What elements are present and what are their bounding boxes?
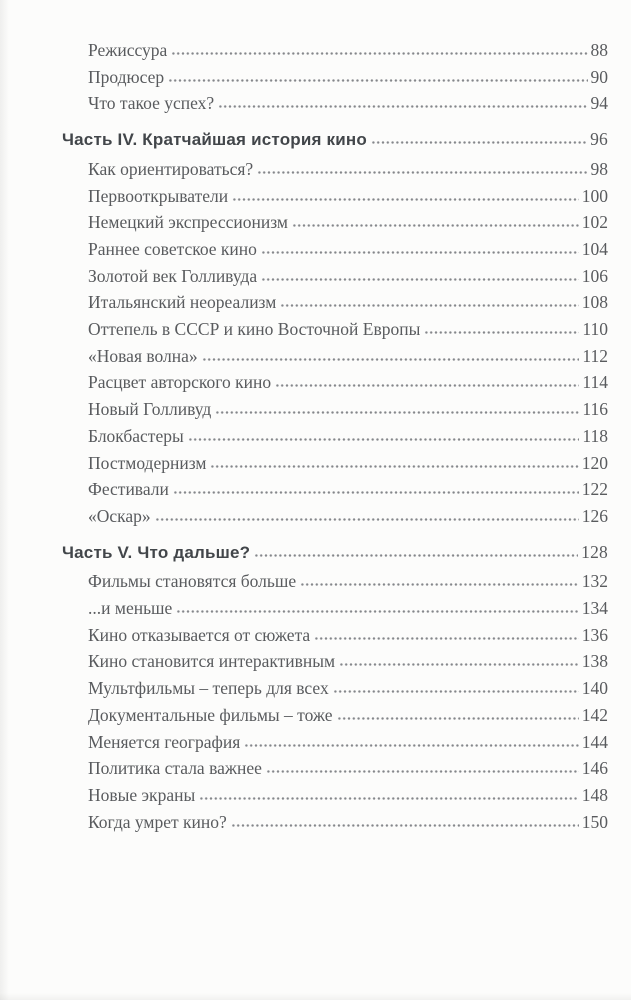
toc-entry-title: Кино становится интерактивным — [88, 651, 336, 672]
dot-leader — [168, 75, 587, 83]
toc-entry-title: Золотой век Голливуда — [88, 265, 258, 286]
dot-leader — [244, 740, 579, 748]
toc-entry-page: 102 — [581, 212, 608, 233]
toc-entry-title: Немецкий экспрессионизм — [88, 212, 289, 233]
dot-leader — [232, 194, 579, 202]
toc-entry-page: 122 — [581, 479, 608, 500]
toc-entry-title: Новый Голливуд — [88, 399, 212, 420]
dot-leader — [202, 354, 580, 362]
toc-entry — [62, 423, 608, 450]
toc-entry — [62, 316, 608, 343]
toc-entry — [62, 675, 608, 702]
toc-entry-page: 134 — [581, 598, 608, 619]
toc-entry-page: 116 — [582, 399, 608, 420]
toc-entry-page: 128 — [581, 541, 608, 562]
toc-entry-title: Фильмы становятся больше — [88, 571, 297, 592]
dot-leader — [424, 327, 579, 335]
toc-entry-page: 136 — [581, 624, 608, 645]
toc-entry-title: Политика стала важнее — [88, 758, 262, 779]
dot-leader — [266, 766, 579, 774]
toc-part-heading — [62, 126, 608, 154]
dot-leader — [337, 713, 579, 721]
toc-entry-title: Итальянский неореализм — [88, 292, 277, 313]
toc-entry — [62, 595, 608, 622]
toc-entry-title: Фестивали — [88, 479, 169, 500]
toc-entry — [62, 396, 608, 423]
toc-entry-title: Первооткрыватели — [88, 185, 229, 206]
toc-entry-page: 94 — [590, 93, 608, 114]
toc-entry-page: 118 — [582, 425, 608, 446]
toc-entry-title: Расцвет авторского кино — [88, 372, 272, 393]
toc-entry — [62, 755, 608, 782]
toc-entry-title: Часть V. Что дальше? — [62, 542, 251, 562]
dot-leader — [275, 380, 579, 388]
dot-leader — [215, 407, 579, 415]
dot-leader — [314, 633, 579, 641]
dot-leader — [254, 550, 578, 558]
toc-entry-page: 112 — [582, 345, 608, 366]
toc-entry-page: 146 — [581, 758, 608, 779]
dot-leader — [280, 300, 578, 308]
toc-entry-page: 126 — [581, 505, 608, 526]
toc-entry-page: 106 — [581, 265, 608, 286]
dot-leader — [210, 461, 578, 469]
toc-entry-page: 144 — [581, 731, 608, 752]
dot-leader — [199, 793, 579, 801]
dot-leader — [231, 820, 579, 828]
toc-entry — [62, 209, 608, 236]
toc-entry — [62, 648, 608, 675]
dot-leader — [257, 167, 587, 175]
toc-entry — [62, 450, 608, 477]
toc-entry — [62, 64, 608, 91]
toc-entry — [62, 809, 608, 836]
dot-leader — [339, 659, 579, 667]
toc-entry — [62, 343, 608, 370]
toc-entry — [62, 90, 608, 117]
toc-entry-title: Когда умрет кино? — [88, 811, 227, 832]
dot-leader — [292, 220, 579, 228]
toc-entry-title: Режиссура — [88, 40, 168, 60]
toc-entry-title: Что такое успех? — [88, 93, 215, 114]
dot-leader — [261, 274, 579, 282]
toc-entry-title: «Оскар» — [88, 505, 151, 526]
dot-leader — [155, 514, 579, 522]
toc-entry-title: Как ориентироваться? — [88, 158, 254, 179]
toc-entry-title: Меняется география — [88, 731, 241, 752]
dot-leader — [171, 48, 587, 56]
dot-leader — [188, 434, 580, 442]
toc-entry-page: 114 — [582, 372, 608, 393]
dot-leader — [300, 579, 579, 587]
toc-entry-page: 138 — [581, 651, 608, 672]
toc-entry — [62, 37, 608, 64]
table-of-contents — [62, 37, 608, 835]
toc-entry — [62, 503, 608, 530]
toc-entry-page: 120 — [581, 452, 608, 473]
toc-entry-title: Кино отказывается от сюжета — [88, 624, 311, 645]
toc-entry — [62, 183, 608, 210]
dot-leader — [333, 686, 579, 694]
toc-entry-page: 148 — [581, 784, 608, 805]
toc-entry-title: Оттепель в СССР и кино Восточной Европы — [88, 319, 421, 340]
toc-entry-page: 140 — [581, 678, 608, 699]
dot-leader — [371, 137, 587, 145]
toc-entry — [62, 782, 608, 809]
toc-entry-page: 150 — [581, 811, 608, 832]
toc-entry-title: Документальные фильмы – тоже — [88, 704, 333, 725]
toc-entry-page: 108 — [581, 292, 608, 313]
toc-entry-title: Продюсер — [88, 66, 165, 87]
toc-entry-page: 104 — [581, 238, 608, 259]
toc-entry-title: Блокбастеры — [88, 425, 184, 446]
dot-leader — [173, 487, 579, 495]
toc-entry — [62, 236, 608, 263]
toc-entry — [62, 568, 608, 595]
toc-entry-title: Мультфильмы – теперь для всех — [88, 678, 329, 699]
toc-entry-title: Постмодернизм — [88, 452, 207, 473]
dot-leader — [261, 247, 579, 255]
toc-entry-page: 90 — [590, 66, 608, 87]
toc-entry-title: Раннее советское кино — [88, 238, 257, 259]
toc-entry-page: 110 — [582, 319, 608, 340]
toc-entry-title: Новые экраны — [88, 784, 196, 805]
toc-entry — [62, 622, 608, 649]
toc-entry — [62, 369, 608, 396]
toc-entry-page: 132 — [581, 571, 608, 592]
toc-entry-page: 98 — [590, 158, 608, 179]
dot-leader — [176, 606, 578, 614]
toc-entry — [62, 156, 608, 183]
toc-entry-page: 96 — [590, 129, 608, 150]
toc-entry — [62, 729, 608, 756]
toc-entry-title: «Новая волна» — [88, 345, 198, 366]
toc-entry-title: ...и меньше — [88, 598, 173, 619]
toc-entry-page: 88 — [590, 40, 608, 60]
toc-part-heading — [62, 539, 608, 567]
toc-entry-page: 142 — [581, 704, 608, 725]
toc-entry — [62, 289, 608, 316]
dot-leader — [218, 101, 587, 109]
toc-entry-page: 100 — [581, 185, 608, 206]
toc-entry — [62, 702, 608, 729]
toc-entry — [62, 476, 608, 503]
toc-entry-title: Часть IV. Кратчайшая история кино — [62, 130, 367, 150]
toc-entry — [62, 263, 608, 290]
